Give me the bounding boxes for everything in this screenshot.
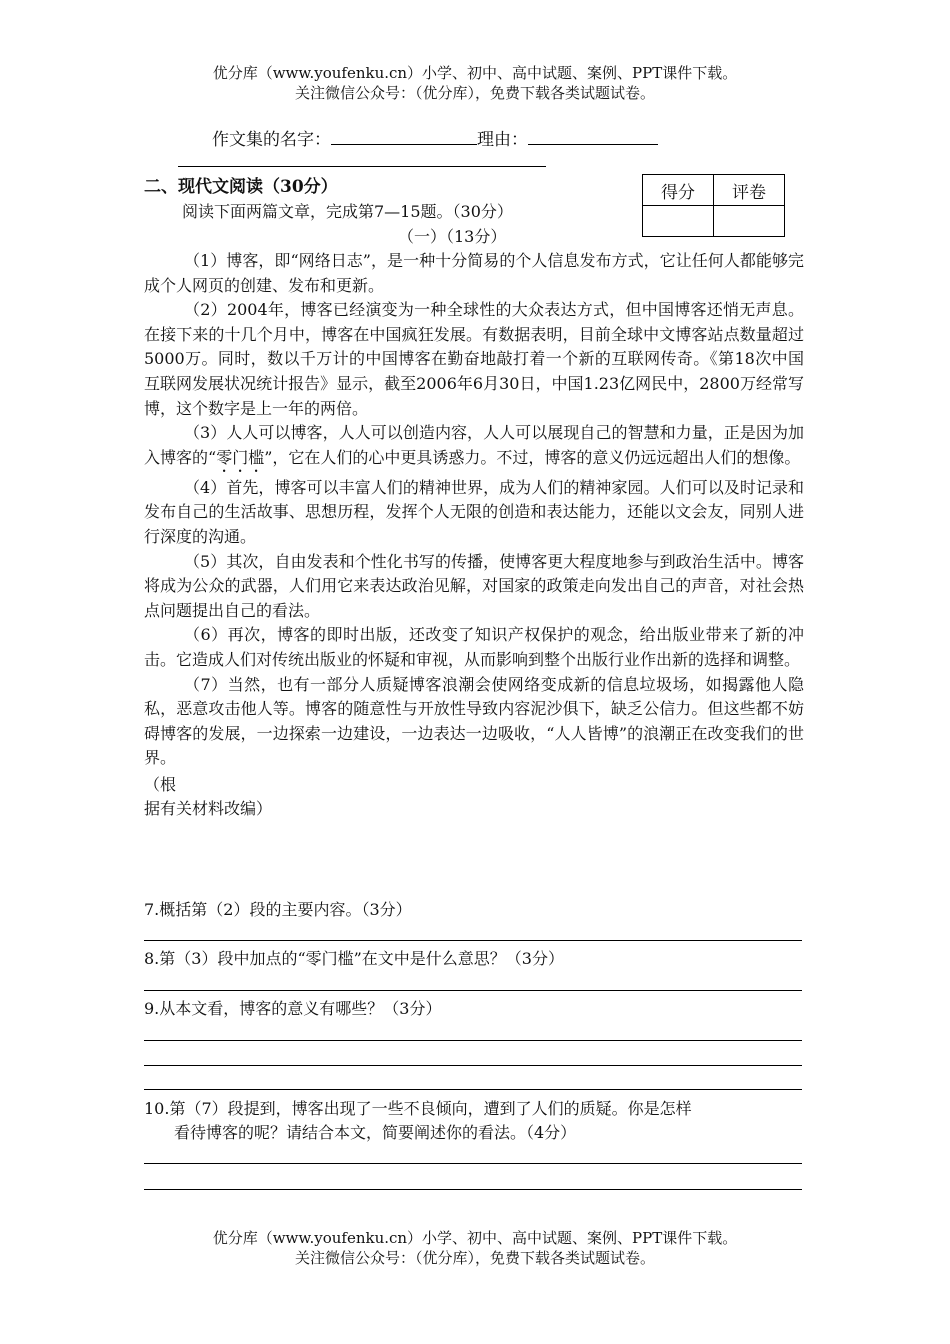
paragraph-3-part-a: （3）人人可以博客，人人可以创造内容，人人可以展现自己的智慧和力量，正是因为加入博客的“ [144, 423, 804, 467]
source-note-a: （根 [144, 774, 177, 794]
page-header-line2: 关注微信公众号：（优分库），免费下载各类试题试卷。 [294, 84, 655, 102]
section-title: 二、现代文阅读（30分） [144, 177, 338, 197]
answer-line-q9[interactable] [144, 1065, 802, 1066]
score-box [642, 174, 785, 237]
score-header: 得分 [643, 175, 714, 206]
score-cell[interactable] [643, 206, 714, 237]
paragraph-3-part-b: ”，它在人们的心中更具诱惑力。不过，博客的意义仍远远超出人们的想像。 [264, 447, 801, 467]
essay-name-row [212, 126, 658, 152]
paragraph-1: （1）博客，即“网络日志”，是一种十分简易的个人信息发布方式，它让任何人都能够完成个人网页的创建、发布和更新。 [144, 251, 804, 295]
question-9: 9.从本文看，博客的意义有哪些？（3分） [144, 999, 442, 1018]
emphasized-term: 零门槛 [216, 447, 265, 467]
reason-blank[interactable] [528, 126, 658, 145]
essay-name-blank[interactable] [331, 126, 477, 145]
question-10-line1: 10.第（7）段提到，博客出现了一些不良倾向，遭到了人们的质疑。你是怎样 [144, 1099, 692, 1118]
review-cell[interactable] [714, 206, 785, 237]
question-7: 7.概括第（2）段的主要内容。（3分） [144, 900, 412, 919]
question-10 [144, 1097, 804, 1145]
essay-name-label: 作文集的名字： [212, 130, 331, 150]
page-footer-line2: 关注微信公众号：（优分库），免费下载各类试题试卷。 [294, 1249, 655, 1267]
article-body [144, 249, 804, 822]
section-instruction: 阅读下面两篇文章，完成第7—15题。（30分） [182, 202, 513, 221]
page-footer-line1: 优分库（www.youfenku.cn）小学、初中、高中试题、案例、PPT课件下载。 [212, 1229, 738, 1247]
answer-line-q9[interactable] [144, 1089, 802, 1090]
question-10-line2: 看待博客的呢？请结合本文，简要阐述你的看法。（4分） [174, 1123, 577, 1142]
review-header: 评卷 [714, 175, 785, 206]
answer-line-q7[interactable] [144, 940, 802, 941]
answer-line-q10[interactable] [144, 1189, 802, 1190]
paragraph-4: （4）首先，博客可以丰富人们的精神世界，成为人们的精神家园。人们可以及时记录和发布自己的生活故事、思想历程，发挥个人无限的创造和表达能力，还能以文会友，同别人进行深度的沟通。 [144, 477, 804, 546]
paragraph-6: （6）再次，博客的即时出版，还改变了知识产权保护的观念，给出版业带来了新的冲击。它造成人们对传统出版业的怀疑和审视，从而影响到整个出版行业作出新的选择和调整。 [144, 625, 804, 669]
paragraph-7: （7）当然，也有一部分人质疑博客浪潮会使网络变成新的信息垃圾场，如揭露他人隐私，恶意攻击他人等。博客的随意性与开放性导致内容泥沙俱下，缺乏公信力。但这些都不妨碍博客的发展，一边探索一边建设，一边表达一边吸收，“人人皆博”的浪潮正在改变我们的世界。 [144, 674, 804, 768]
answer-line-q9[interactable] [144, 1040, 802, 1041]
page-header-line1: 优分库（www.youfenku.cn）小学、初中、高中试题、案例、PPT课件下载。 [212, 64, 738, 82]
answer-line-q8[interactable] [144, 990, 802, 991]
passage-subtitle: （一）（13分） [398, 227, 507, 246]
paragraph-3 [144, 421, 804, 476]
source-note-b: 据有关材料改编） [144, 799, 273, 819]
reason-blank-continued[interactable] [178, 166, 546, 167]
reason-label: 理由： [477, 130, 528, 150]
question-8: 8.第（3）段中加点的“零门槛”在文中是什么意思？（3分） [144, 949, 564, 968]
answer-line-q10[interactable] [144, 1163, 802, 1164]
paragraph-2: （2）2004年，博客已经演变为一种全球性的大众表达方式，但中国博客还悄无声息。在接下来的十几个月中，博客在中国疯狂发展。有数据表明，目前全球中文博客站点数量超过5000万。同时，数以千万计的中国博客在勤奋地敲打着一个新的互联网传奇。《第18次中国互联网发展状况统计报告》显示，截至2006年6月30日，中国1.23亿网民中，2800万经常写博，这个数字是上一年的两倍。 [144, 300, 804, 418]
paragraph-5: （5）其次，自由发表和个性化书写的传播，使博客更大程度地参与到政治生活中。博客将成为公众的武器，人们用它来表达政治见解，对国家的政策走向发出自己的声音，对社会热点问题提出自己的看法。 [144, 551, 804, 620]
